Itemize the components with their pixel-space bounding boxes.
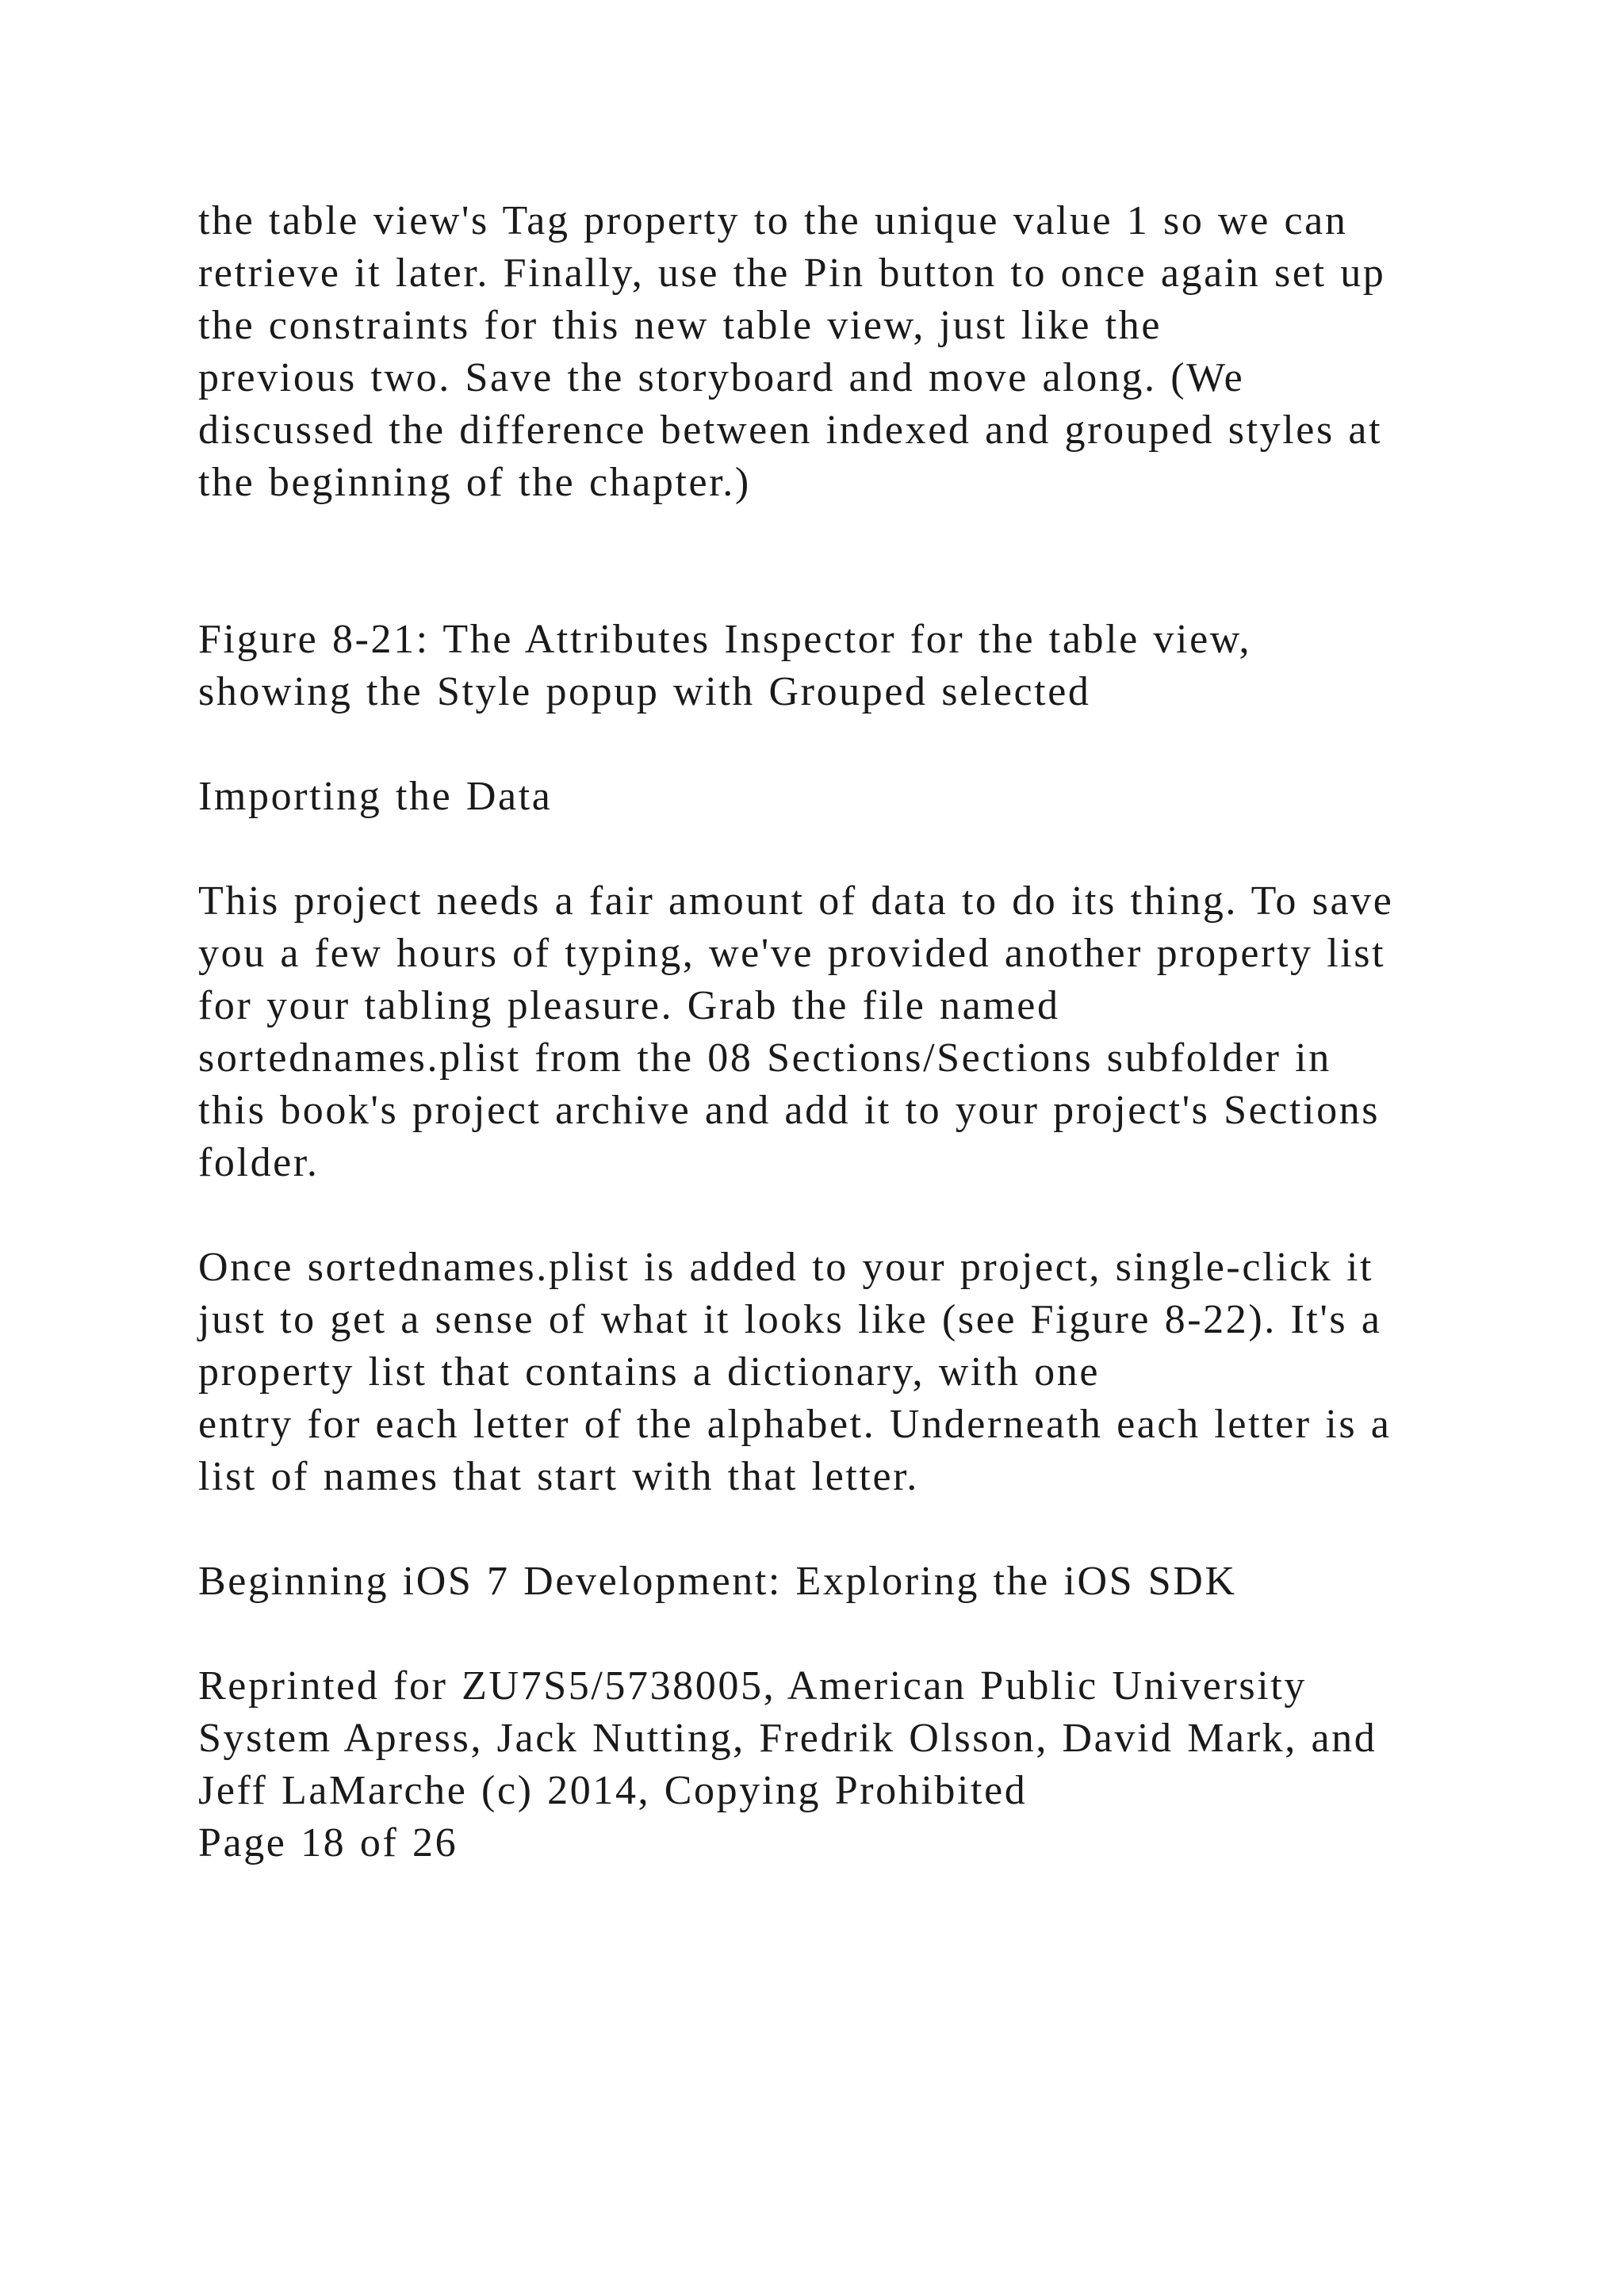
spacer <box>198 1503 1467 1556</box>
paragraph-intro <box>198 195 1467 509</box>
spacer <box>198 1608 1467 1660</box>
page-content <box>198 195 1467 1869</box>
paragraph-plist <box>198 1242 1467 1503</box>
text-line: retrieve it later. Finally, use the Pin button to once again set up <box>198 251 1386 296</box>
caption-line: showing the Style popup with Grouped selected <box>198 669 1091 714</box>
text-line: entry for each letter of the alphabet. Underneath each letter is a <box>198 1402 1392 1447</box>
spacer <box>198 718 1467 771</box>
heading-text: Importing the Data <box>198 774 553 819</box>
text-line: folder. <box>198 1140 320 1185</box>
spacer <box>198 823 1467 875</box>
spacer <box>198 509 1467 614</box>
footer <box>198 1660 1467 1869</box>
text-line: discussed the difference between indexed and grouped styles at <box>198 408 1383 453</box>
text-line: Once sortednames.plist is added to your project, single-click it <box>198 1245 1374 1290</box>
text-line: you a few hours of typing, we've provided another property list <box>198 931 1386 976</box>
text-line: for your tabling pleasure. Grab the file named <box>198 983 1060 1028</box>
text-line: list of names that start with that letter. <box>198 1454 919 1499</box>
section-heading <box>198 771 1467 823</box>
page-number: Page 18 of 26 <box>198 1820 458 1866</box>
caption-line: Figure 8-21: The Attributes Inspector for the table view, <box>198 617 1252 662</box>
text-line: previous two. Save the storyboard and move along. (We <box>198 355 1245 400</box>
footer-line: Jeff LaMarche (c) 2014, Copying Prohibited <box>198 1768 1028 1813</box>
text-line: the constraints for this new table view, just like the <box>198 303 1162 348</box>
text-line: the beginning of the chapter.) <box>198 460 751 505</box>
text-line: sortednames.plist from the 08 Sections/Sections subfolder in <box>198 1035 1331 1081</box>
paragraph-data <box>198 875 1467 1189</box>
book-title-text: Beginning iOS 7 Development: Exploring the iOS SDK <box>198 1559 1237 1604</box>
text-line: property list that contains a dictionary, with one <box>198 1349 1101 1395</box>
text-line: the table view's Tag property to the unique value 1 so we can <box>198 198 1348 243</box>
spacer <box>198 1189 1467 1242</box>
text-line: just to get a sense of what it looks like (see Figure 8-22). It's a <box>198 1297 1382 1342</box>
text-line: this book's project archive and add it to your project's Sections <box>198 1088 1381 1133</box>
book-title <box>198 1556 1467 1608</box>
figure-caption <box>198 614 1467 718</box>
footer-line: System Apress, Jack Nutting, Fredrik Olsson, David Mark, and <box>198 1716 1377 1761</box>
text-line: This project needs a fair amount of data to do its thing. To save <box>198 878 1394 924</box>
footer-line: Reprinted for ZU7S5/5738005, American Public University <box>198 1663 1307 1709</box>
